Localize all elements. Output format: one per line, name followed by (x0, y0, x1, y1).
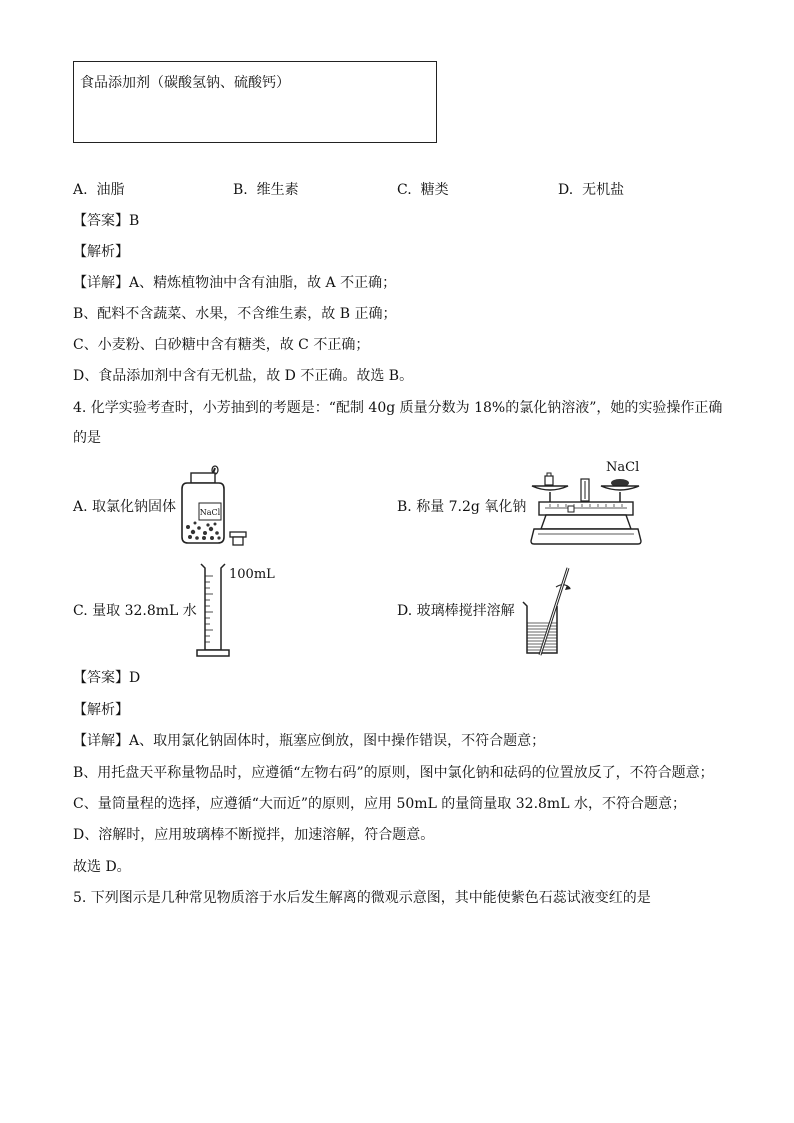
bottle-label-text: NaCl (199, 508, 221, 517)
q4-analysis-label: 【解析】 (73, 702, 129, 718)
q4-stem: 4. 化学实验考查时，小芳抽到的考题是：“配制 40g 质量分数为 18%的氯化钠溶液”，她的实验操作正确 (73, 400, 723, 416)
q4-option-b-label: B. 称量 7.2g 氧化钠 (397, 499, 527, 515)
q4-option-d-label: D. 玻璃棒搅拌溶解 (397, 603, 515, 619)
reagent-bottle-figure (178, 465, 250, 550)
q4-conclusion: 故选 D。 (73, 859, 131, 875)
cylinder-capacity-label: 100mL (229, 567, 275, 582)
beaker-stirring-figure (520, 565, 580, 660)
ingredient-box (73, 61, 437, 143)
q4-detail-line: D、溶解时，应用玻璃棒不断搅拌，加速溶解，符合题意。 (73, 827, 435, 843)
q3-option-a: A. 油脂 (73, 182, 125, 198)
q3-detail-line: D、食品添加剂中含有无机盐，故 D 不正确。故选 B。 (73, 368, 414, 384)
graduated-cylinder-figure (195, 562, 275, 660)
balance-sample-label: NaCl (606, 460, 640, 475)
q4-option-a-label: A. 取氯化钠固体 (73, 499, 177, 515)
balance-figure (528, 455, 643, 555)
q4-option-c-label: C. 量取 32.8mL 水 (73, 603, 197, 619)
ingredient-box-text: 食品添加剂（碳酸氢钠、硫酸钙） (80, 75, 290, 91)
q4-stem-continued: 的是 (73, 430, 101, 446)
q4-detail-line: 【详解】A、取用氯化钠固体时，瓶塞应倒放，图中操作错误，不符合题意； (73, 733, 546, 749)
q3-analysis-label: 【解析】 (73, 244, 129, 260)
q3-detail-line: B、配料不含蔬菜、水果，不含维生素，故 B 正确； (73, 306, 397, 322)
q3-option-c: C. 糖类 (397, 182, 449, 198)
q3-option-d: D. 无机盐 (558, 182, 625, 198)
q3-answer: 【答案】B (73, 213, 140, 229)
q3-option-b: B. 维生素 (233, 182, 299, 198)
q3-detail-line: C、小麦粉、白砂糖中含有糖类，故 C 不正确； (73, 337, 370, 353)
q3-detail-line: 【详解】A、精炼植物油中含有油脂，故 A 不正确； (73, 275, 397, 291)
q4-detail-line: C、量筒量程的选择，应遵循“大而近”的原则，应用 50mL 的量筒量取 32.8mL 水，不符合题意； (73, 796, 686, 812)
q4-answer: 【答案】D (73, 670, 141, 686)
q4-detail-line: B、用托盘天平称量物品时，应遵循“左物右码”的原则，图中氯化钠和砝码的位置放反了，不符合题意； (73, 765, 714, 781)
q5-stem: 5. 下列图示是几种常见物质溶于水后发生解离的微观示意图，其中能使紫色石蕊试液变红的是 (73, 890, 651, 906)
